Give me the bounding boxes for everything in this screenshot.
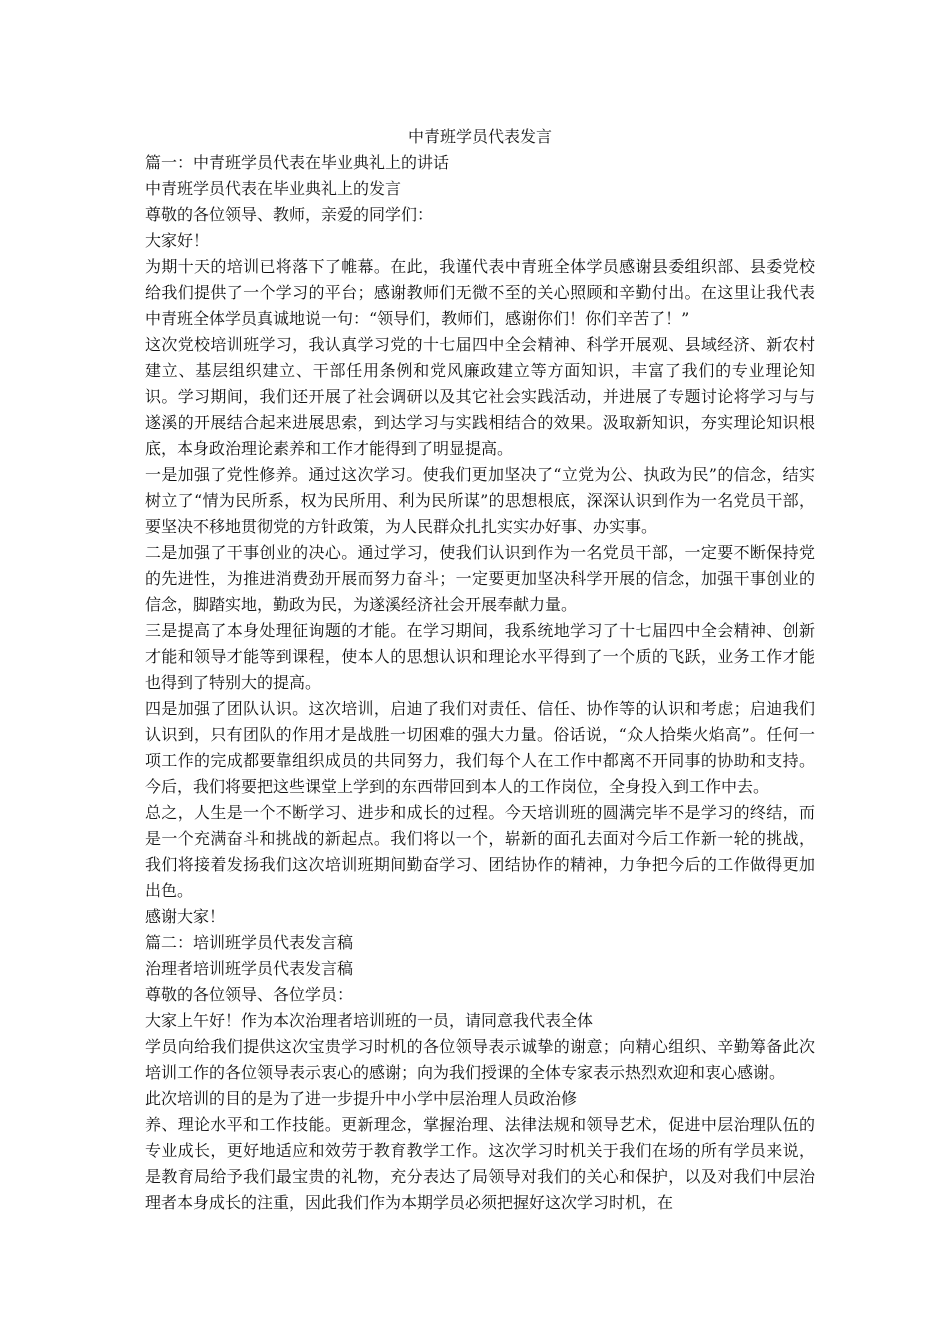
paragraph: 为期十天的培训已将落下了帷幕。在此，我谨代表中青班全体学员感谢县委组织部、县委党校给我们提供了一个学习的平台；感谢教师们无微不至的关心照顾和辛勤付出。在这里让我代表中青班全体学员真诚地说一句：“领导们，教师们，感谢你们！你们辛苦了！” — [145, 257, 815, 328]
paragraph: 大家上午好！作为本次治理者培训班的一员，请同意我代表全体 — [145, 1011, 594, 1030]
document-body — [145, 150, 815, 1216]
paragraph: 学员向给我们提供这次宝贵学习时机的各位领导表示诚挚的谢意；向精心组织、辛勤筹备此次培训工作的各位领导表示衷心的感谢；向为我们授课的全体专家表示热烈欢迎和衷心感谢。 — [145, 1037, 815, 1082]
paragraph: 大家好！ — [145, 231, 210, 250]
paragraph: 篇一：中青班学员代表在毕业典礼上的讲话 — [145, 153, 450, 172]
paragraph: 此次培训的目的是为了进一步提升中小学中层治理人员政治修 — [145, 1089, 578, 1108]
paragraph: 四是加强了团队认识。这次培训，启迪了我们对责任、信任、协作等的认识和考虑；启迪我们认识到，只有团队的作用才是战胜一切困难的强大力量。俗话说，“众人拾柴火焰高”。任何一项工作的完成都要靠组织成员的共同努力，我们每个人在工作中都离不开同事的协助和支持。今后，我们将要把这些课堂上学到的东西带回到本人的工作岗位，全身投入到工作中去。 — [145, 699, 815, 796]
paragraph: 篇二：培训班学员代表发言稿 — [145, 933, 354, 952]
paragraph: 尊敬的各位领导、教师，亲爱的同学们： — [145, 205, 434, 224]
paragraph: 三是提高了本身处理征询题的才能。在学习期间，我系统地学习了十七届四中全会精神、创新才能和领导才能等到课程，使本人的思想认识和理论水平得到了一个质的飞跃，业务工作才能也得到了特别大的提高。 — [145, 621, 815, 692]
document-page — [145, 124, 815, 1216]
paragraph: 感谢大家！ — [145, 907, 226, 926]
paragraph: 二是加强了干事创业的决心。通过学习，使我们认识到作为一名党员干部，一定要不断保持党的先进性，为推进消费劲开展而努力奋斗；一定要更加坚决科学开展的信念，加强干事创业的信念，脚踏实地，勤政为民，为遂溪经济社会开展奉献力量。 — [145, 543, 815, 614]
paragraph: 一是加强了党性修养。通过这次学习。使我们更加坚决了“立党为公、执政为民”的信念，结实树立了“情为民所系，权为民所用、利为民所谋”的思想根底，深深认识到作为一名党员干部，要坚决不移地贯彻党的方针政策，为人民群众扎扎实实办好事、办实事。 — [145, 465, 815, 536]
paragraph: 这次党校培训班学习，我认真学习党的十七届四中全会精神、科学开展观、县域经济、新农村建立、基层组织建立、干部任用条例和党风廉政建立等方面知识，丰富了我们的专业理论知识。学习期间，我们还开展了社会调研以及其它社会实践活动，并进展了专题讨论将学习与与遂溪的开展结合起来进展思索，到达学习与实践相结合的效果。汲取新知识，夯实理论知识根底，本身政治理论素养和工作才能得到了明显提高。 — [145, 335, 815, 458]
paragraph: 尊敬的各位领导、各位学员： — [145, 985, 354, 1004]
paragraph: 中青班学员代表在毕业典礼上的发言 — [145, 179, 402, 198]
paragraph: 养、理论水平和工作技能。更新理念，掌握治理、法律法规和领导艺术，促进中层治理队伍的专业成长，更好地适应和效劳于教育教学工作。这次学习时机关于我们在场的所有学员来说，是教育局给予我们最宝贵的礼物，充分表达了局领导对我们的关心和保护，以及对我们中层治理者本身成长的注重，因此我们作为本期学员必须把握好这次学习时机，在 — [145, 1115, 815, 1212]
document-title: 中青班学员代表发言 — [407, 127, 552, 146]
paragraph: 治理者培训班学员代表发言稿 — [145, 959, 354, 978]
paragraph: 总之，人生是一个不断学习、进步和成长的过程。今天培训班的圆满完毕不是学习的终结，而是一个充满奋斗和挑战的新起点。我们将以一个，崭新的面孔去面对今后工作新一轮的挑战，我们将接着发扬我们这次培训班期间勤奋学习、团结协作的精神，力争把今后的工作做得更加出色。 — [145, 803, 815, 900]
